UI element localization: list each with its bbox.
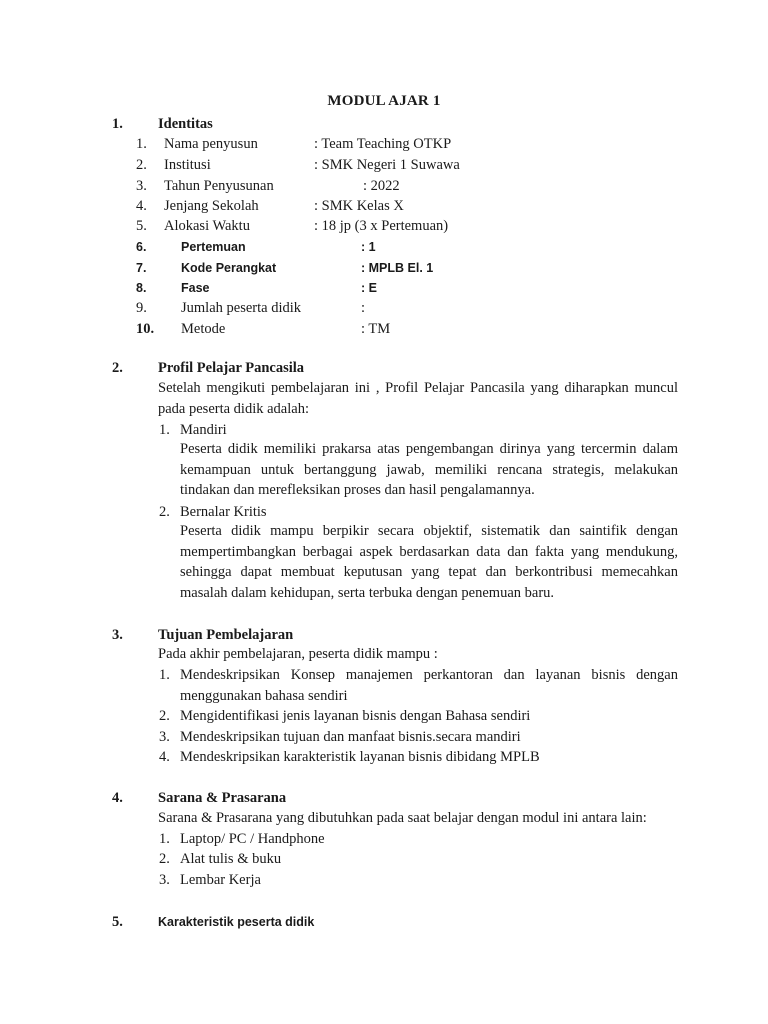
list-num: 4. [159,749,170,765]
identity-value: : SMK Kelas X [314,198,404,214]
identity-num: 7. [136,261,147,275]
identity-label: Alokasi Waktu [164,218,250,234]
identity-num: 3. [136,178,147,194]
identity-num: 6. [136,240,147,254]
tujuan-item: Mendeskripsikan karakteristik layanan bisnis dibidang MPLB [180,749,540,765]
identity-value: : MPLB El. 1 [361,261,434,275]
identity-label: Institusi [164,157,211,173]
identity-value: : Team Teaching OTKP [314,136,452,152]
identity-value: : E [361,281,377,295]
list-num: 2. [159,504,170,520]
list-num: 1. [159,422,170,438]
section-heading-tujuan: Tujuan Pembelajaran [158,627,294,643]
list-num: 3. [159,729,170,745]
identity-value: : SMK Negeri 1 Suwawa [314,157,460,173]
tujuan-item: Mengidentifikasi jenis layanan bisnis dengan Bahasa sendiri [180,708,531,724]
identity-value: : [361,300,366,316]
identity-label: Jumlah peserta didik [181,300,302,316]
identity-value: : TM [361,321,391,337]
sarana-item: Lembar Kerja [180,872,261,888]
tujuan-item: Mendeskripsikan Konsep manajemen perkantoran dan layanan bisnis dengan menggunakan bahasa sendiri [180,667,678,704]
section-heading-sarana: Sarana & Prasarana [158,790,287,806]
identity-label: Kode Perangkat [181,261,277,275]
identity-num: 10. [136,321,155,337]
section-number: 1. [112,116,123,132]
identity-num: 8. [136,281,147,295]
identity-num: 5. [136,218,147,234]
identity-value: : 2022 [363,178,400,194]
section-heading-profil: Profil Pelajar Pancasila [158,360,305,376]
profil-intro: Setelah mengikuti pembelajaran ini , Profil Pelajar Pancasila yang diharapkan muncul pada peserta didik adalah: [158,380,678,417]
section-number: 4. [112,790,123,806]
identity-label: Nama penyusun [164,136,258,152]
identity-num: 1. [136,136,147,152]
identity-label: Metode [181,321,226,337]
identity-value: : 1 [361,240,376,254]
section-heading-identitas: Identitas [158,116,213,132]
identity-label: Pertemuan [181,240,246,254]
section-heading-karakteristik: Karakteristik peserta didik [158,915,315,929]
list-num: 2. [159,708,170,724]
section-number: 3. [112,627,123,643]
list-num: 2. [159,851,170,867]
tujuan-intro: Pada akhir pembelajaran, peserta didik mampu : [158,646,438,662]
identity-num: 9. [136,300,147,316]
list-num: 1. [159,667,170,683]
identity-value: : 18 jp (3 x Pertemuan) [314,218,449,234]
sarana-item: Laptop/ PC / Handphone [180,831,325,847]
identity-num: 4. [136,198,147,214]
profil-item-desc: Peserta didik memiliki prakarsa atas pengembangan dirinya yang tercermin dalam kemampuan untuk bertanggung jawab, memiliki rencana strategis, melakukan tindakan dan merefleksikan proses dan hasil pengalamannya. [180,441,678,499]
profil-item-desc: Peserta didik mampu berpikir secara objektif, sistematik dan saintifik dengan mempertimbangkan berbagai aspek berdasarkan data dan fakta yang mendukung, sehingga dapat membuat keputusan yang tepat dan berkontribusi memecahkan masalah dalam kehidupan, serta terbuka dengan penemuan baru. [180,523,678,602]
identity-label: Jenjang Sekolah [164,198,259,214]
profil-item-label: Bernalar Kritis [180,504,267,520]
profil-item-label: Mandiri [180,422,227,438]
document-title: MODUL AJAR 1 [327,93,441,109]
section-number: 2. [112,360,123,376]
section-number: 5. [112,914,123,930]
tujuan-item: Mendeskripsikan tujuan dan manfaat bisnis.secara mandiri [180,729,521,745]
sarana-item: Alat tulis & buku [180,851,282,867]
list-num: 1. [159,831,170,847]
identity-num: 2. [136,157,147,173]
identity-label: Fase [181,281,210,295]
sarana-intro: Sarana & Prasarana yang dibutuhkan pada saat belajar dengan modul ini antara lain: [158,810,647,826]
identity-label: Tahun Penyusunan [164,178,274,194]
list-num: 3. [159,872,170,888]
